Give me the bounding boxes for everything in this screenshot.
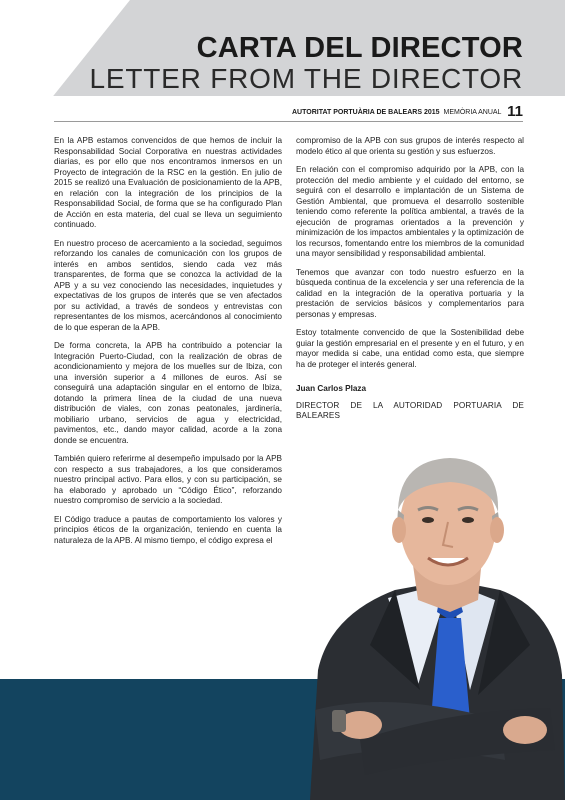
paragraph: También quiero referirme al desempeño impulsado por la APB con respecto a sus trabajadores, a los que consideramos nuestro principal activo. Para ellos, y con su participación, se ha elaborado y aprobado un “Código Ético”, reforzando nuestro compromiso de servicio a la sociedad. — [54, 454, 282, 505]
paragraph: El Código traduce a pautas de comportamiento los valores y principios éticos de la organización, teniendo en cuenta la naturaleza de la APB. Al mismo tiempo, el código expresa el — [54, 514, 282, 545]
page-number: 11 — [507, 103, 523, 120]
right-column — [296, 136, 524, 430]
running-head-organization: AUTORITAT PORTUÀRIA DE BALEARS 2015 — [291, 109, 440, 116]
page-subtitle: LETTER FROM THE DIRECTOR — [89, 63, 523, 94]
signature-title: DIRECTOR DE LA AUTORIDAD PORTUARIA DE BALEARES — [296, 400, 524, 420]
paragraph: compromiso de la APB con sus grupos de interés respecto al modelo ético al que orienta su gestión y sus esfuerzos. — [296, 136, 524, 156]
header-rule — [54, 121, 523, 122]
paragraph: Tenemos que avanzar con todo nuestro esfuerzo en la búsqueda continua de la excelencia y ser una referencia de la calidad en la integración de la operativa portuaria y la prestación de servicios básicos y complementarios para personas y empresas. — [296, 267, 524, 319]
paragraph: En nuestro proceso de acercamiento a la sociedad, seguimos reforzando los canales de comunicación con los grupos de interés en ambos sentidos, siendo cada vez más transparentes, de forma que se conozca la actividad de la APB y a su vez conociendo las necesidades, inquietudes y expectativas de los grupos de interés que se ven afectados por su actividad, a través de sondeos y entrevistas con representantes de los mismos, acercándonos al conocimiento de lo que esperan de la APB. — [54, 238, 282, 332]
signature-name: Juan Carlos Plaza — [296, 384, 367, 393]
paragraph: De forma concreta, la APB ha contribuido a potenciar la Integración Puerto-Ciudad, con la realización de obras de acondicionamiento y mejora de los muelles sur de Ibiza, con una inversión superior a 4 millones de euros. Así se conseguirá una adaptación singular en el entorno de Ibiza, dotando la primera línea de la ciudad de una nueva distribución de viales, con zonas peatonales, jardinería, mobiliario urbano, servicios de agua y electricidad, pavimentos, etc., dando mayor calidad, acorde a la zona donde se encuentra. — [54, 341, 282, 445]
page-title: CARTA DEL DIRECTOR — [196, 32, 523, 64]
left-column — [54, 136, 282, 554]
director-portrait — [300, 440, 565, 800]
running-head-publication: MEMÒRIA ANUAL — [443, 109, 502, 116]
paragraph: En la APB estamos convencidos de que hemos de incluir la Responsabilidad Social Corporativa en nuestras actividades diarias, es por ello que nos encontramos inmersos en un Proyecto de integración de la RSC en la gestión. En julio de 2015 se realizó una Evaluación de posicionamiento de la APB, en relación con la integración de los principios de la Responsabilidad Social, de forma que se ha configurado Plan de Acción en esta materia, del cual se lleva un seguimiento continuado. — [54, 136, 282, 229]
paragraph: En relación con el compromiso adquirido por la APB, con la protección del medio ambiente y el cuidado del entorno, se seguirá con el desarrollo e implantación de un Sistema de Gestión Ambiental, que promueva el desarrollo sostenible teniendo como referente la política ambiental, a través de la ejecución de programas orientados a la prevención y minimización de los impactos ambientales y la optimización de los recursos, fomentando entre los miembros de la comunidad una mayor sensibilidad y responsabilidad ambiental. — [296, 165, 524, 258]
running-head — [292, 104, 523, 121]
paragraph: Estoy totalmente convencido de que la Sostenibilidad debe guiar la gestión empresarial en el presente y en el futuro, y en mayor medida si cabe, una entidad como esta, que siempre ha de proteger el interés general. — [296, 328, 524, 369]
